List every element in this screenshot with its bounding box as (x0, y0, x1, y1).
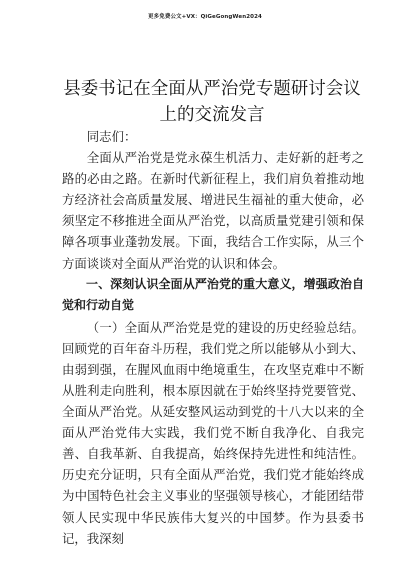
section-heading: 一、深刻认识全面从严治党的重大意义，增强政治自觉和行动自觉 (62, 276, 364, 313)
greeting: 同志们： (86, 129, 137, 144)
intro-paragraph: 全面从严治党是党永葆生机活力、走好新的赶考之路的必由之路。在新时代新征程上，我们肩负着推动地方经济社会高质量发展、增进民生福祉的重大使命，必须坚定不移推进全面从严治党，以高质量党建引领和保障各项事业蓬勃发展。下面，我结合工作实际，从三个方面谈谈对全面从严治党的认识和体会。 (62, 150, 364, 271)
document-title: 县委书记在全面从严治党专题研讨会议上的交流发言 (63, 79, 361, 125)
section-paragraph: （一）全面从严治党是党的建设的历史经验总结。回顾党的百年奋斗历程，我们党之所以能够从小到大、由弱到强，在腥风血雨中绝境重生，在攻坚克难中不断从胜利走向胜利，根本原因就在于始终坚持党要管党、全面从严治党。从延安整风运动到党的十八大以来的全面从严治党伟大实践，我们党不断自我净化、自我完善、自我革新、自我提高，始终保持先进性和纯洁性。历史充分证明，只有全面从严治党，我们党才能始终成为中国特色社会主义事业的坚强领导核心，才能团结带领人民实现中华民族伟大复兴的中国梦。作为县委书记，我深刻 (62, 319, 364, 546)
header-note: 更多免费公文+VX：QiGeGongWen2024 (148, 14, 262, 20)
document-body (62, 126, 364, 549)
